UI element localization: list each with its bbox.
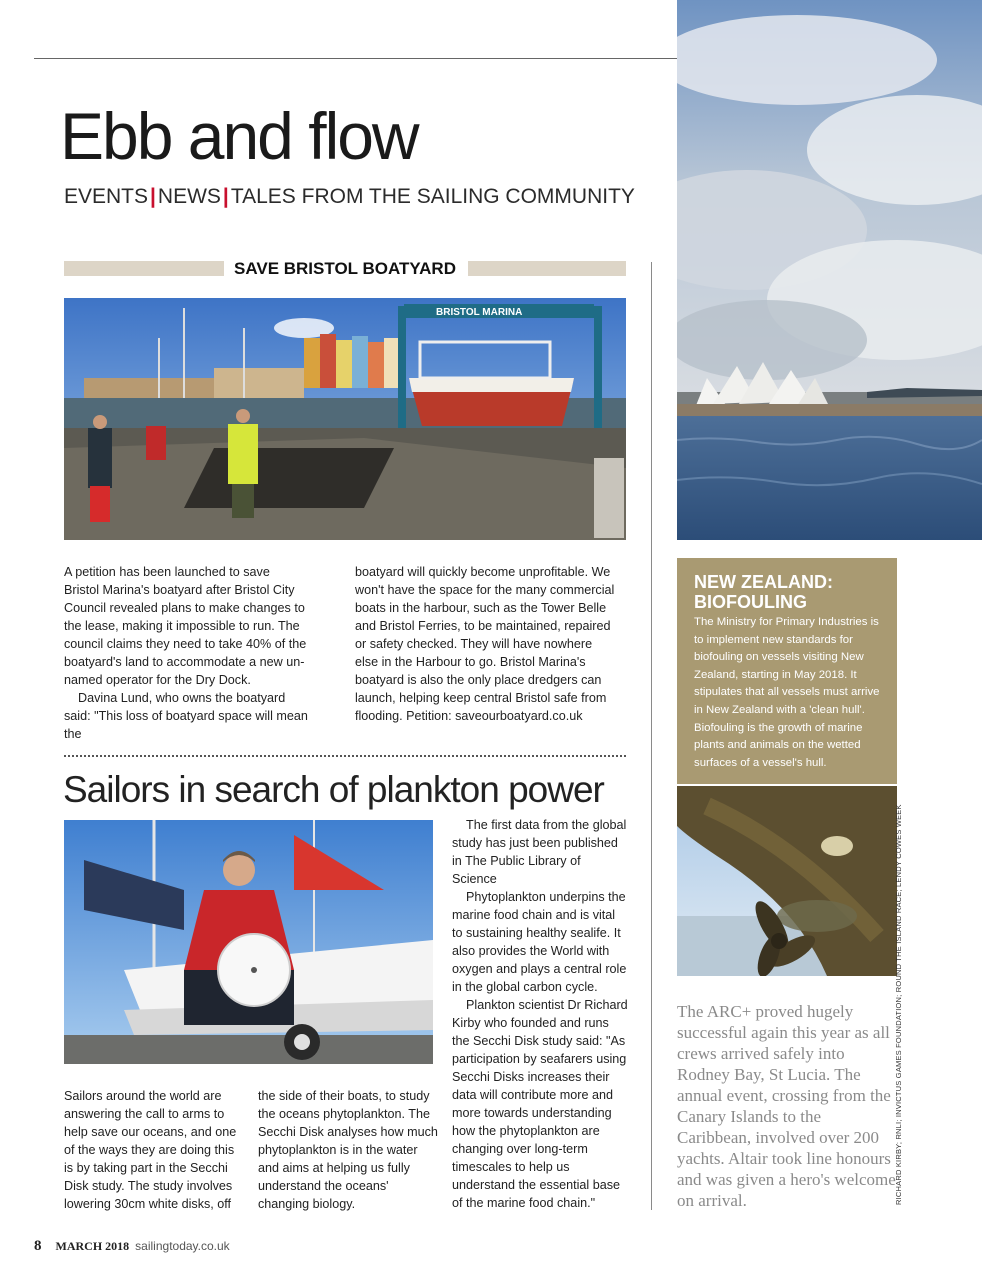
bristol-text-col1 [64, 563, 308, 743]
page-number: 8 [34, 1238, 42, 1254]
arc-plus-text: The ARC+ proved hugely successful again this year as all crews arrived safely into Rodney Bay, St Lucia. The annual event, crossing from the Canary Islands to the Caribbean, involved over 200 yachts. Altair took line honours and was given a hero's welcome on arrival. [677, 1002, 896, 1210]
plankton-heading: Sailors in search of plankton power [63, 769, 604, 810]
subtitle-events: EVENTS [64, 185, 149, 208]
plankton-paragraph: Phytoplankton underpins the marine food chain and is vital to sustaining healthy sealife. It also provides the World with oxygen and plays a central role in the global carbon cycle. [452, 890, 627, 994]
bristol-marina-photo [64, 298, 626, 540]
bristol-text-col2 [355, 563, 615, 725]
bristol-paragraph: A petition has been launched to save Bristol Marina's boatyard after Bristol City Council revealed plans to make changes to the lease, making it impossible to run. The council claims they need to take 40% of the boatyard's land to accommodate a new un-named operator for the Dry Dock. [64, 565, 307, 687]
marina-sign-text: BRISTOL MARINA [436, 307, 523, 318]
plankton-paragraph: the side of their boats, to study the oceans phytoplankton. The Secchi Disk analyses how much phytoplankton is in the water and aims at helping us fully understand the oceans' changing biology. [258, 1089, 438, 1211]
plankton-text-col1 [64, 1087, 244, 1213]
page-footer [34, 1238, 230, 1255]
bristol-section-header [64, 259, 626, 279]
top-rule [34, 58, 677, 59]
subtitle-separator: | [222, 185, 229, 208]
page-title: Ebb and flow [60, 99, 418, 173]
plankton-paragraph: The first data from the global study has just been published in The Public Library of Science [452, 818, 627, 886]
plankton-text-col2 [258, 1087, 438, 1213]
secchi-disk-photo [64, 820, 433, 1064]
subtitle-tales: TALES FROM THE SAILING COMMUNITY [230, 185, 635, 208]
photo-credits: RICHARD KIRBY; RNLI; INVICTUS GAMES FOUNDATION; ROUND THE ISLAND RACE; LENDY COWES WEEK [894, 804, 903, 1205]
sydney-harbour-photo [677, 0, 982, 540]
bristol-heading: SAVE BRISTOL BOATYARD [228, 259, 462, 278]
page-subtitle [64, 183, 635, 211]
subtitle-news: NEWS [157, 185, 221, 208]
new-zealand-text: The Ministry for Primary Industries is to implement new standards for biofouling on vessels visiting New Zealand, starting in May 2018. It stipulates that all vessels must arrive in New Zealand with a 'clean hull'. Biofouling is the growth of marine plants and animals on the wetted surfaces of a vessel's hull. [694, 616, 880, 769]
website-url: sailingtoday.co.uk [135, 1239, 230, 1253]
issue-date: MARCH 2018 [55, 1239, 130, 1253]
boat-hull-propeller-photo [677, 786, 897, 976]
bristol-paragraph: Davina Lund, who owns the boatyard said: "This loss of boatyard space will mean the [64, 691, 308, 741]
column-divider [651, 262, 652, 1210]
section-divider [64, 755, 626, 757]
plankton-paragraph: Plankton scientist Dr Richard Kirby who founded and runs the Secchi Disk study said: "As participation by seafarers using Secchi Disks increases their data will contribute more and more towards understanding how the phytoplankton are changing over long-term timescales to help us understand the essential base of the marine food chain." [452, 998, 628, 1210]
new-zealand-title: NEW ZEALAND: BIOFOULING [694, 572, 833, 612]
subtitle-separator: | [150, 185, 156, 208]
plankton-text-col3 [452, 816, 628, 1212]
plankton-paragraph: Sailors around the world are answering the call to arms to help save our oceans, and one of the ways they are doing this is by taking part in the Secchi Disk study. The study involves lowering 30cm white disks, off [64, 1089, 237, 1211]
new-zealand-sidebar [677, 558, 897, 784]
bristol-paragraph: boatyard will quickly become unprofitable. We won't have the space for the many commercial boats in the harbour, such as the Tower Belle and Bristol Ferries, to be maintained, repaired or safety checked. They will have nowhere else in the Harbour to go. Bristol Marina's boatyard is also the only place dredgers can launch, helping keep central Bristol safe from flooding. Petition: saveourboatyard.co.uk [355, 565, 615, 723]
